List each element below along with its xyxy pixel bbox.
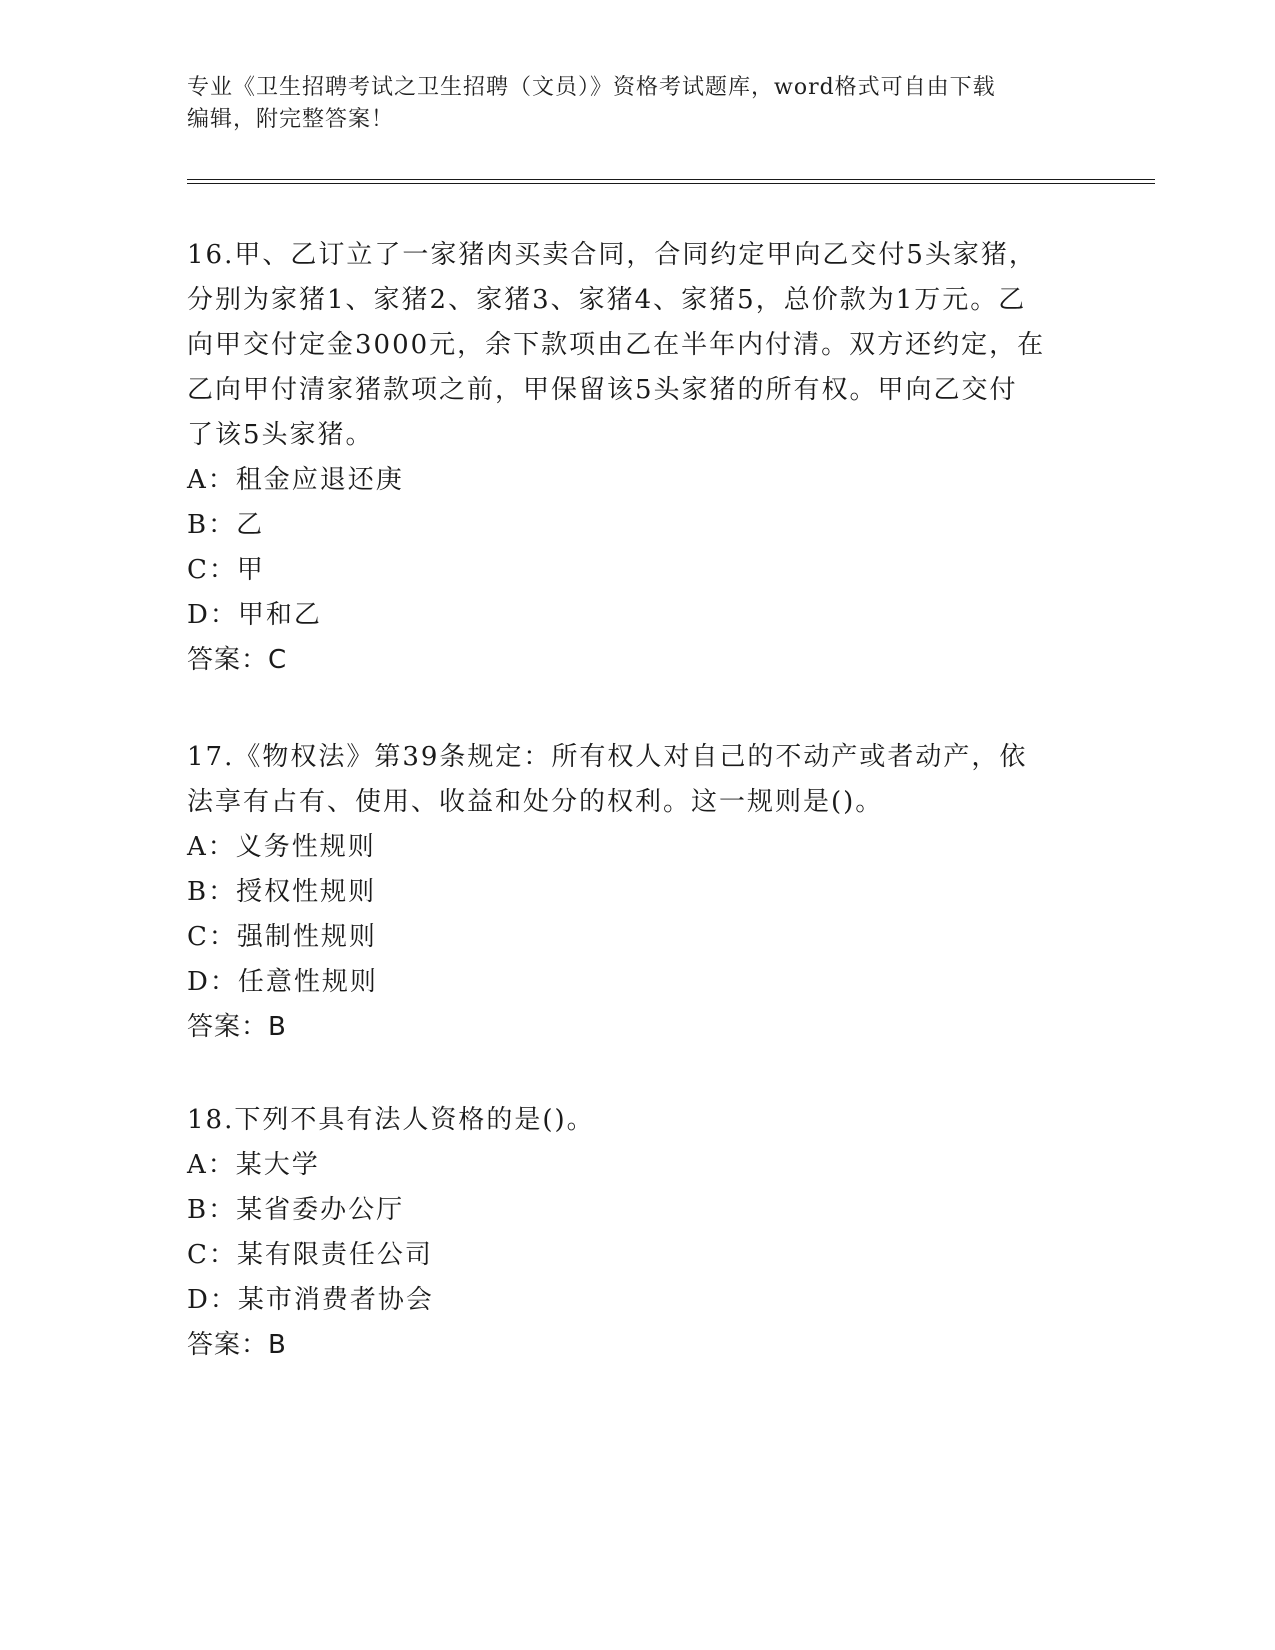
question-stem-line: 分别为家猪1、家猪2、家猪3、家猪4、家猪5，总价款为1万元。乙 <box>187 285 1027 315</box>
question-18 <box>187 1098 1087 1368</box>
option-b: B：授权性规则 <box>187 877 377 907</box>
question-stem-line: 17.《物权法》第39条规定：所有权人对自己的不动产或者动产，依 <box>187 742 1028 772</box>
question-stem-line: 法享有占有、使用、收益和处分的权利。这一规则是()。 <box>187 787 884 817</box>
question-stem-line: 了该5头家猪。 <box>187 420 374 450</box>
answer-label: 答案：B <box>187 1330 287 1360</box>
option-b: B：乙 <box>187 510 265 540</box>
option-a: A：租金应退还庚 <box>187 465 404 495</box>
question-stem-line: 向甲交付定金3000元，余下款项由乙在半年内付清。双方还约定，在 <box>187 330 1046 360</box>
question-stem-line: 18.下列不具有法人资格的是()。 <box>187 1105 595 1135</box>
option-a: A：义务性规则 <box>187 832 376 862</box>
question-17 <box>187 735 1087 1050</box>
answer-label: 答案：B <box>187 1012 287 1042</box>
option-b: B：某省委办公厅 <box>187 1195 405 1225</box>
header-line-2: 编辑，附完整答案！ <box>187 107 395 132</box>
option-c: C：强制性规则 <box>187 922 377 952</box>
option-c: C：某有限责任公司 <box>187 1240 433 1270</box>
option-d: D：任意性规则 <box>187 967 378 997</box>
option-a: A：某大学 <box>187 1150 320 1180</box>
question-stem-line: 乙向甲付清家猪款项之前，甲保留该5头家猪的所有权。甲向乙交付 <box>187 375 1018 405</box>
answer-label: 答案：C <box>187 645 288 675</box>
header-divider-top <box>187 179 1155 180</box>
option-d: D：甲和乙 <box>187 600 322 630</box>
document-header <box>187 72 1087 136</box>
header-divider-bottom <box>187 183 1155 184</box>
header-line-1: 专业《卫生招聘考试之卫生招聘（文员）》资格考试题库，word格式可自由下载 <box>187 75 996 100</box>
question-16 <box>187 233 1087 683</box>
option-d: D：某市消费者协会 <box>187 1285 434 1315</box>
question-stem-line: 16.甲、乙订立了一家猪肉买卖合同，合同约定甲向乙交付5头家猪， <box>187 240 1037 270</box>
option-c: C：甲 <box>187 555 265 585</box>
